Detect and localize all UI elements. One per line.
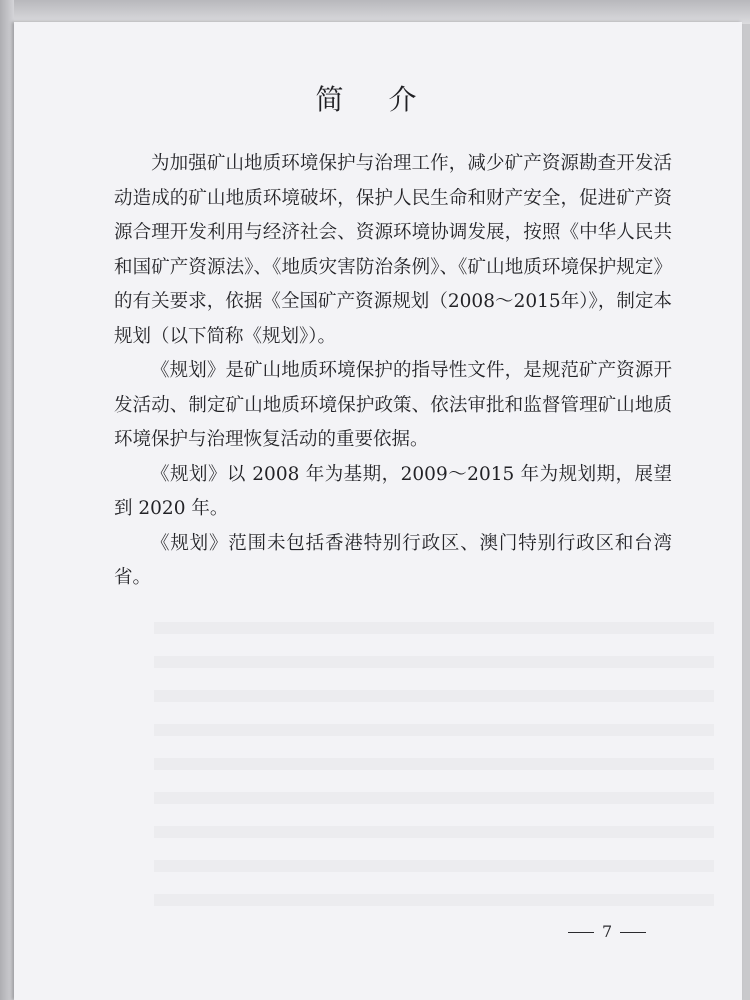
page-number-value: 7 <box>602 922 613 941</box>
page-number-dash-left <box>568 932 594 933</box>
page-title: 简 介 <box>315 83 435 116</box>
page-number-dash-right <box>620 932 646 933</box>
scan-left-edge <box>0 0 14 1000</box>
bleed-through-text <box>154 622 714 922</box>
paragraph-4: 《规划》范围未包括香港特别行政区、澳门特别行政区和台湾省。 <box>114 532 672 588</box>
document-body <box>114 147 672 596</box>
paragraph-1: 为加强矿山地质环境保护与治理工作，减少矿产资源勘查开发活动造成的矿山地质环境破坏，保护人民生命和财产安全，促进矿产资源合理开发利用与经济社会、资源环境协调发展，按照《中华人民共和国矿产资源法》、《地质灾害防治条例》、《矿山地质环境保护规定》的有关要求，依据《全国矿产资源规划（2008～2015年）》，制定本规划（以下简称《规划》）。 <box>114 153 672 347</box>
paragraph-2: 《规划》是矿山地质环境保护的指导性文件，是规范矿产资源开发活动、制定矿山地质环境保护政策、依法审批和监督管理矿山地质环境保护与治理恢复活动的重要依据。 <box>114 360 672 450</box>
scan-top-edge <box>0 0 750 24</box>
paragraph-3: 《规划》以 2008 年为基期，2009～2015 年为规划期，展望到 2020 年。 <box>114 463 672 519</box>
page-number <box>560 922 654 941</box>
